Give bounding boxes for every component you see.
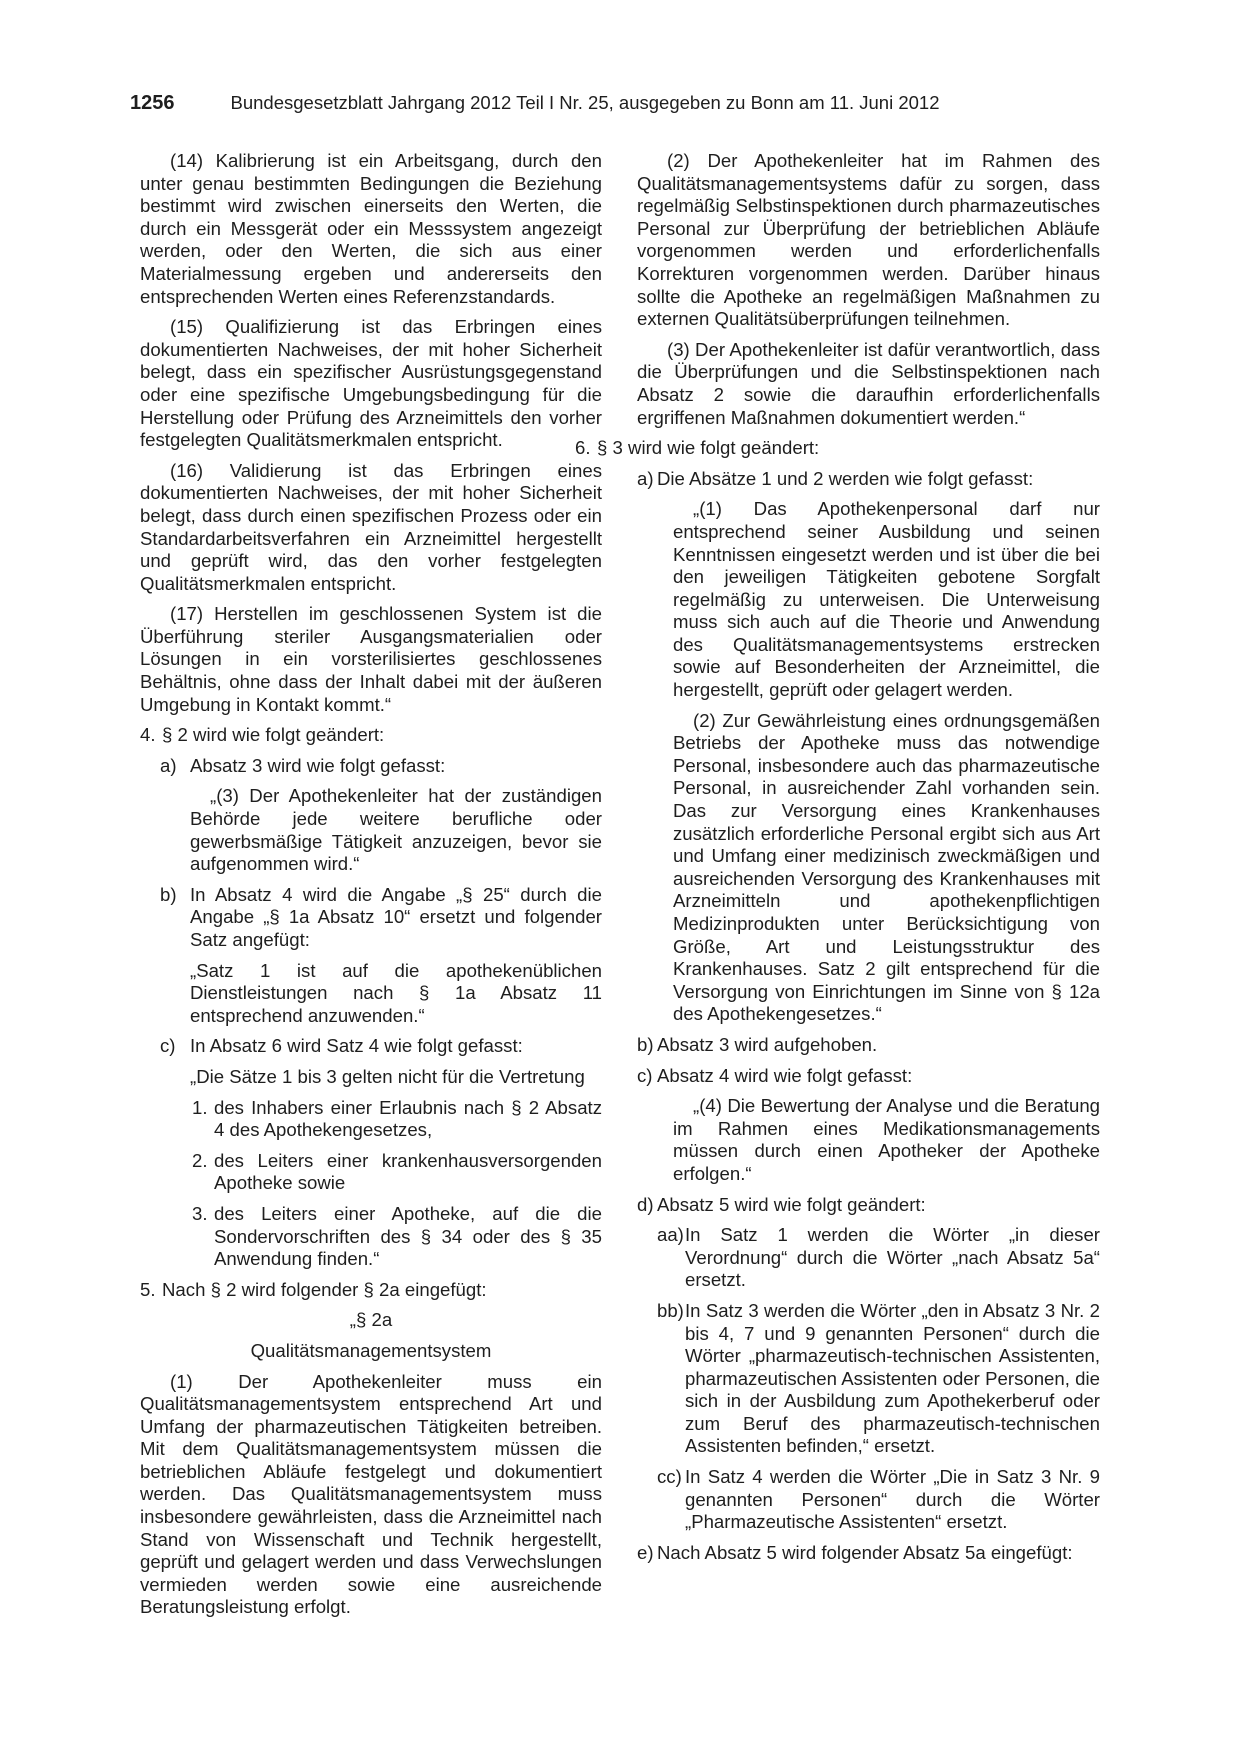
section-title: Qualitätsmanagementsystem (250, 1339, 492, 1361)
amendment-item-6 (575, 437, 1100, 460)
sub-item-text: In Absatz 4 wird die Angabe „§ 25“ durch die Angabe „§ 1a Absatz 10“ ersetzt und folgender Satz angefügt: (190, 883, 602, 950)
list-item-text: In Satz 3 werden die Wörter „den in Absatz 3 Nr. 2 bis 4, 7 und 9 genannten Personen“ durch die Wörter „pharmazeutisch-technischen Assistenten, pharmazeutischen Assistenten oder Personen, die sich in der Ausbildung zum Apothekerberuf oder zum Beruf des pharmazeutisch-technischen Assistenten befinden,“ ersetzt. (685, 1299, 1100, 1457)
left-column (140, 150, 602, 1627)
item-text: § 2 wird wie folgt geändert: (162, 724, 385, 746)
gazette-title: Bundesgesetzblatt Jahrgang 2012 Teil I Nr. 25, ausgegeben zu Bonn am 11. Juni 2012 (230, 92, 940, 113)
quote-block (637, 1095, 1100, 1185)
sub-item-label: c) (637, 1064, 653, 1086)
sub-item-text: Absatz 3 wird aufgehoben. (657, 1033, 878, 1055)
item-number: 6. (575, 437, 591, 459)
sub-item-label: a) (637, 467, 654, 489)
sub-item-text: Nach Absatz 5 wird folgender Absatz 5a eingefügt: (657, 1541, 1073, 1563)
sub-item-label: b) (637, 1033, 654, 1055)
section-2a-paragraph-2: (2) Der Apothekenleiter hat im Rahmen des Qualitätsmanagementsystems dafür zu sorgen, dass regelmäßig Selbstinspektionen durch pharmazeutisches Personal zur Überprüfung der betrieblichen Abläufe vorgenommen werden und erforderlichenfalls Korrekturen vorgenommen werden. Darüber hinaus sollte die Apotheke an regelmäßigen Maßnahmen zu externen Qualitätsüberprüfungen teilnehmen. (637, 150, 1100, 330)
section-heading: „§ 2a (349, 1309, 393, 1331)
section-2a-paragraph-3: (3) Der Apothekenleiter ist dafür verantwortlich, dass die Überprüfungen und die Selbstinspektionen nach Absatz 2 sowie die daraufhin erforderlichenfalls ergriffenen Maßnahmen dokumentiert werden.“ (637, 338, 1100, 428)
list-item (637, 1466, 1100, 1534)
sub-item-a (140, 755, 602, 778)
list-item-number: 3. (192, 1202, 208, 1224)
item-text: Nach § 2 wird folgender § 2a eingefügt: (162, 1278, 487, 1300)
running-header (130, 92, 1130, 115)
list-item-number: 1. (192, 1096, 208, 1118)
quoted-text: „(1) Das Apothekenpersonal darf nur entsprechend seiner Ausbildung und seinen Kenntnissen eingesetzt werden und ist über die bei den jeweiligen Tätigkeiten gebotene Sorgfalt regelmäßig zu unterweisen. Die Unterweisung muss sich auch auf die Theorie und Anwendung des Qualitätsmanagementsystems erstrecken sowie auf Besonderheiten der Arzneimittel, die hergestellt, geprüft oder gelagert werden. (673, 498, 1100, 701)
quote-block (637, 498, 1100, 1026)
list-item-text: In Satz 1 werden die Wörter „in dieser Verordnung“ durch die Wörter „nach Absatz 5a“ ersetzt. (685, 1224, 1100, 1291)
sub-item-text: Absatz 5 wird wie folgt geändert: (657, 1193, 926, 1215)
sub-item-label: e) (637, 1541, 654, 1563)
list-item-text: des Leiters einer krankenhausversorgenden Apotheke sowie (214, 1149, 602, 1194)
list-item (637, 1300, 1100, 1458)
list-item-number: 2. (192, 1149, 208, 1171)
list-item-label: cc) (657, 1466, 682, 1488)
list-item (140, 1097, 602, 1142)
sub-item-b (140, 884, 602, 952)
amendment-item-4 (140, 724, 602, 747)
page-number: 1256 (130, 92, 175, 114)
sub-item-text: Absatz 4 wird wie folgt gefasst: (657, 1064, 913, 1086)
list-item-label: bb) (657, 1299, 684, 1321)
paragraph-14: (14) Kalibrierung ist ein Arbeitsgang, durch den unter genau bestimmten Bedingungen die Beziehung bestimmt wird zwischen einerseits den Werten, die durch ein Messgerät oder ein Messsystem angezeigt werden, oder den Werten, die sich aus einer Materialmessung ergeben und andererseits den entsprechenden Werten eines Referenzstandards. (140, 150, 602, 307)
list-item-text: des Inhabers einer Erlaubnis nach § 2 Absatz 4 des Apothekengesetzes, (214, 1096, 602, 1141)
quoted-text: „(4) Die Bewertung der Analyse und die Beratung im Rahmen eines Medikationsmanagements müssen durch einen Apotheker der Apotheke erfolgen.“ (673, 1095, 1100, 1184)
list-item (637, 1224, 1100, 1292)
list-item (140, 1203, 602, 1271)
quote-block (140, 960, 602, 1028)
paragraph-15: (15) Qualifizierung ist das Erbringen eines dokumentierten Nachweises, der mit hoher Sicherheit belegt, dass ein spezifischer Ausrüstungsgegenstand oder eine spezifische Umgebungsbedingung für die Herstellung oder Prüfung des Arzneimittels den vorher festgelegten Qualitätsmerkmalen entspricht. (140, 316, 602, 451)
quote-block (140, 785, 602, 875)
sub-item-label: c) (160, 1035, 176, 1057)
sub-item-label: a) (160, 754, 177, 776)
quoted-text: „(3) Der Apothekenleiter hat der zuständigen Behörde jede weitere berufliche oder gewerbsmäßige Tätigkeit anzuzeigen, bevor sie aufgenommen wird.“ (190, 785, 602, 875)
sub-item-c (637, 1065, 1100, 1088)
sub-item-text: Absatz 3 wird wie folgt gefasst: (190, 754, 446, 776)
sub-item-label: d) (637, 1193, 654, 1215)
sub-item-label: b) (160, 883, 177, 905)
sub-item-d (637, 1194, 1100, 1217)
sub-item-a (637, 468, 1100, 491)
sub-item-e (637, 1542, 1100, 1565)
item-number: 5. (140, 1278, 156, 1300)
quote-block (140, 1066, 602, 1089)
item-number: 4. (140, 724, 156, 746)
quoted-text: „Satz 1 ist auf die apothekenüblichen Dienstleistungen nach § 1a Absatz 11 entsprechend anzuwenden.“ (190, 959, 602, 1026)
section-2a-paragraph-1: (1) Der Apothekenleiter muss ein Qualitätsmanagementsystem entsprechend Art und Umfang der pharmazeutischen Tätigkeiten betreiben. Mit dem Qualitätsmanagementsystem müssen die betrieblichen Abläufe festgelegt und dokumentiert werden. Das Qualitätsmanagementsystem muss insbesondere gewährleisten, dass die Arzneimittel nach Stand von Wissenschaft und Technik hergestellt, geprüft und gelagert werden und dass Verwechslungen vermieden werden sowie eine ausreichende Beratungsleistung erfolgt. (140, 1370, 602, 1618)
amendment-item-5 (140, 1279, 602, 1302)
paragraph-17: (17) Herstellen im geschlossenen System ist die Überführung steriler Ausgangsmaterialien oder Lösungen in ein vorsterilisiertes geschlossenes Behältnis, ohne dass der Inhalt dabei mit der äußeren Umgebung in Kontakt kommt.“ (140, 603, 602, 715)
paragraph-16: (16) Validierung ist das Erbringen eines dokumentierten Nachweises, der mit hoher Sicherheit belegt, dass durch einen spezifischen Prozess oder ein Standardarbeitsverfahren ein Arzneimittel hergestellt und geprüft wird, das den vorher festgelegten Qualitätsmerkmalen entspricht. (140, 459, 602, 594)
sub-item-text: In Absatz 6 wird Satz 4 wie folgt gefasst: (190, 1035, 523, 1057)
right-column (575, 150, 1100, 1572)
quoted-text: (2) Zur Gewährleistung eines ordnungsgemäßen Betriebs der Apotheke muss das notwendige Personal, insbesondere auch das pharmazeutische Personal, in ausreichender Zahl vorhanden sein. Das zur Versorgung eines Krankenhauses zusätzlich erforderliche Personal ergibt sich aus Art und Umfang einer medizinisch zweckmäßigen und ausreichenden Versorgung des Krankenhauses mit Arzneimitteln und apothekenpflichtigen Medizinprodukten unter Berücksichtigung von Größe, Art und Leistungsstruktur des Krankenhauses. Satz 2 gilt entsprechend für die Versorgung von Einrichtungen im Sinne von § 12a des Apothekengesetzes.“ (673, 709, 1100, 1025)
sub-item-text: Die Absätze 1 und 2 werden wie folgt gefasst: (657, 467, 1034, 489)
list-item-text: des Leiters einer Apotheke, auf die die Sondervorschriften des § 34 oder des § 35 Anwendung finden.“ (214, 1202, 602, 1270)
list-item-label: aa) (657, 1224, 684, 1246)
item-text: § 3 wird wie folgt geändert: (597, 437, 820, 459)
sub-item-c (140, 1035, 602, 1058)
list-item-text: In Satz 4 werden die Wörter „Die in Satz 3 Nr. 9 genannten Personen“ durch die Wörter „Pharmazeutische Assistenten“ ersetzt. (685, 1466, 1100, 1533)
list-item (140, 1150, 602, 1195)
quoted-text: „Die Sätze 1 bis 3 gelten nicht für die Vertretung (190, 1065, 585, 1087)
sub-item-b (637, 1034, 1100, 1057)
